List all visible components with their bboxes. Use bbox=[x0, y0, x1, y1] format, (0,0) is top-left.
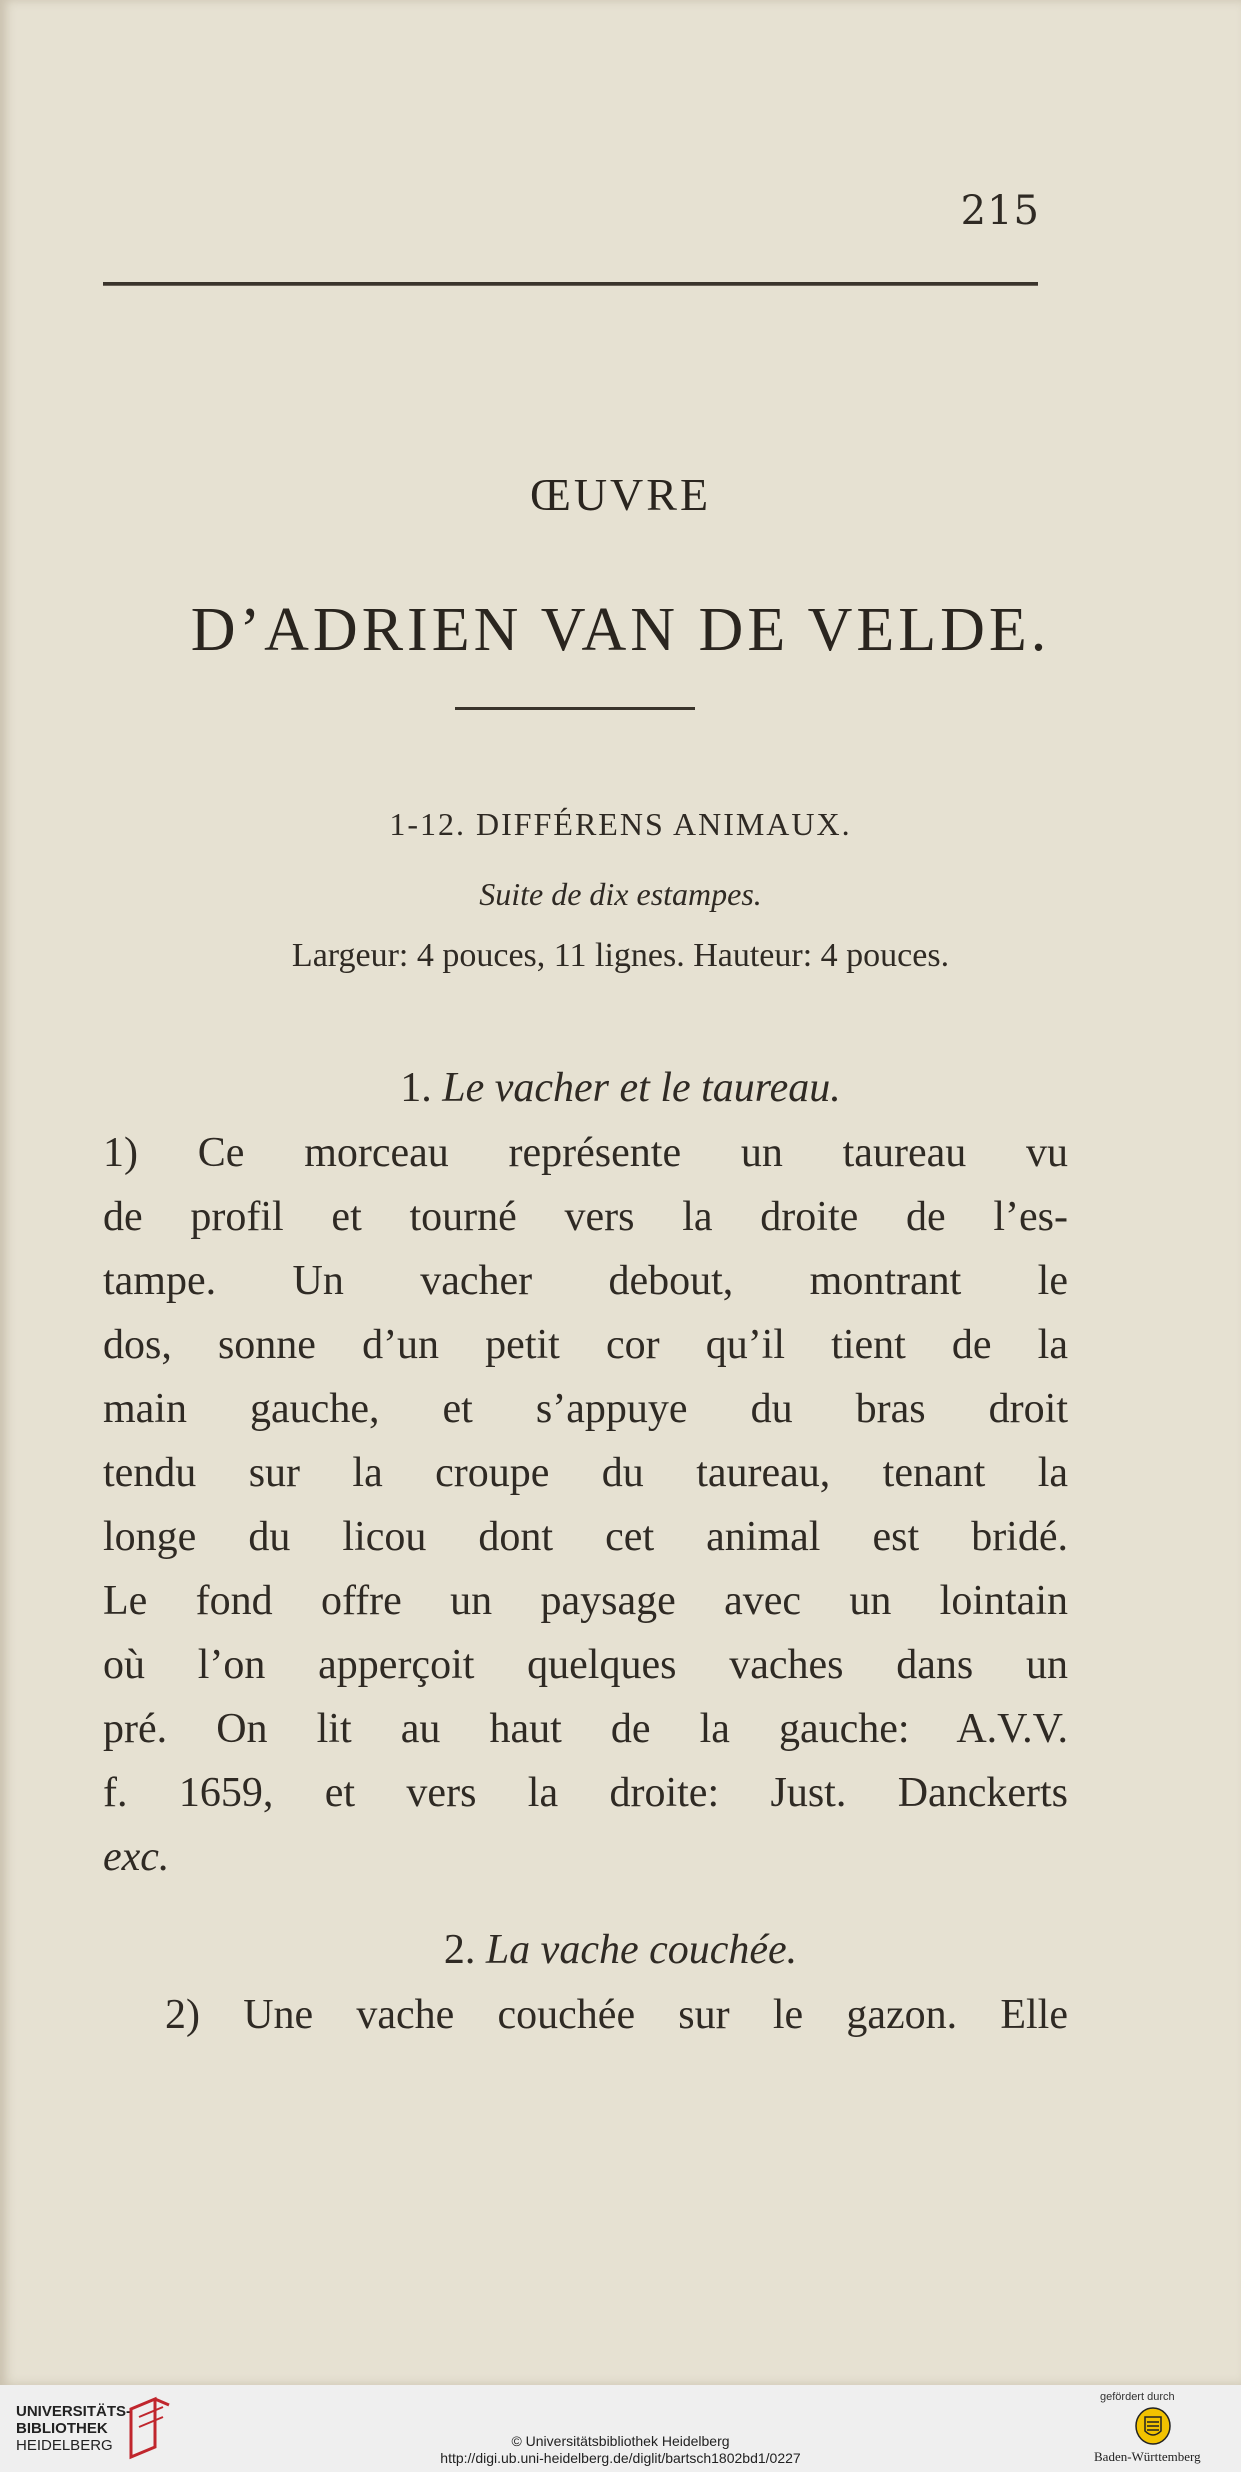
plate-2-heading bbox=[0, 1926, 1241, 1974]
plate-1-line: 1) Ce morceau représente un taureau vu bbox=[103, 1130, 1068, 1176]
library-name-line-2: BIBLIOTHEK bbox=[16, 2420, 108, 2437]
plate-2-title: La vache couchée. bbox=[485, 1927, 798, 1973]
plate-1-line: main gauche, et s’appuye du bras droit bbox=[103, 1386, 1068, 1432]
library-name-line-1: UNIVERSITÄTS- bbox=[16, 2403, 132, 2420]
plate-1-line: Le fond offre un paysage avec un lointain bbox=[103, 1578, 1068, 1624]
page-number: 215 bbox=[960, 188, 1040, 234]
plate-1-line: exc. bbox=[103, 1834, 170, 1880]
copyright-text: © Universitätsbibliothek Heidelberg bbox=[511, 2433, 730, 2449]
plate-1-heading bbox=[0, 1064, 1241, 1112]
plate-1-line: de profil et tourné vers la droite de l’es- bbox=[103, 1194, 1068, 1240]
plate-2-number: 2. bbox=[443, 1927, 476, 1973]
permalink-url[interactable]: http://digi.ub.uni-heidelberg.de/diglit/bartsch1802bd1/0227 bbox=[440, 2450, 801, 2466]
title-rule bbox=[455, 707, 695, 710]
viewer-footer bbox=[0, 2385, 1241, 2472]
library-name-line-3: HEIDELBERG bbox=[16, 2437, 113, 2454]
plate-1-line: tampe. Un vacher debout, montrant le bbox=[103, 1258, 1068, 1304]
plate-1-number: 1. bbox=[400, 1065, 432, 1111]
plate-1-line: où l’on apperçoit quelques vaches dans un bbox=[103, 1642, 1068, 1688]
plate-1-line: longe du licou dont cet animal est bridé. bbox=[103, 1514, 1068, 1560]
sponsor-name: Baden-Württemberg bbox=[1094, 2449, 1201, 2464]
title-line-1: ŒUVRE bbox=[529, 469, 712, 520]
plate-1-line: tendu sur la croupe du taureau, tenant la bbox=[103, 1450, 1068, 1496]
plate-2-line: 2) Une vache couchée sur le gazon. Elle bbox=[165, 1992, 1068, 2038]
section-dimensions: Largeur: 4 pouces, 11 lignes. Hauteur: 4 pouces. bbox=[291, 937, 950, 974]
header-rule bbox=[103, 282, 1038, 286]
title-line-2: D’ADRIEN VAN DE VELDE. bbox=[190, 596, 1051, 664]
section-title: 1-12. DIFFÉRENS ANIMAUX. bbox=[389, 806, 852, 842]
plate-1-line: dos, sonne d’un petit cor qu’il tient de la bbox=[103, 1322, 1068, 1368]
coat-of-arms-icon bbox=[1135, 2407, 1171, 2445]
section-suite: Suite de dix estampes. bbox=[479, 876, 762, 912]
sponsor-label: gefördert durch bbox=[1100, 2391, 1175, 2403]
plate-1-title: Le vacher et le taureau. bbox=[442, 1065, 841, 1111]
plate-1-line: pré. On lit au haut de la gauche: A.V.V. bbox=[103, 1706, 1068, 1752]
plate-1-line: f. 1659, et vers la droite: Just. Danckerts bbox=[103, 1770, 1068, 1816]
